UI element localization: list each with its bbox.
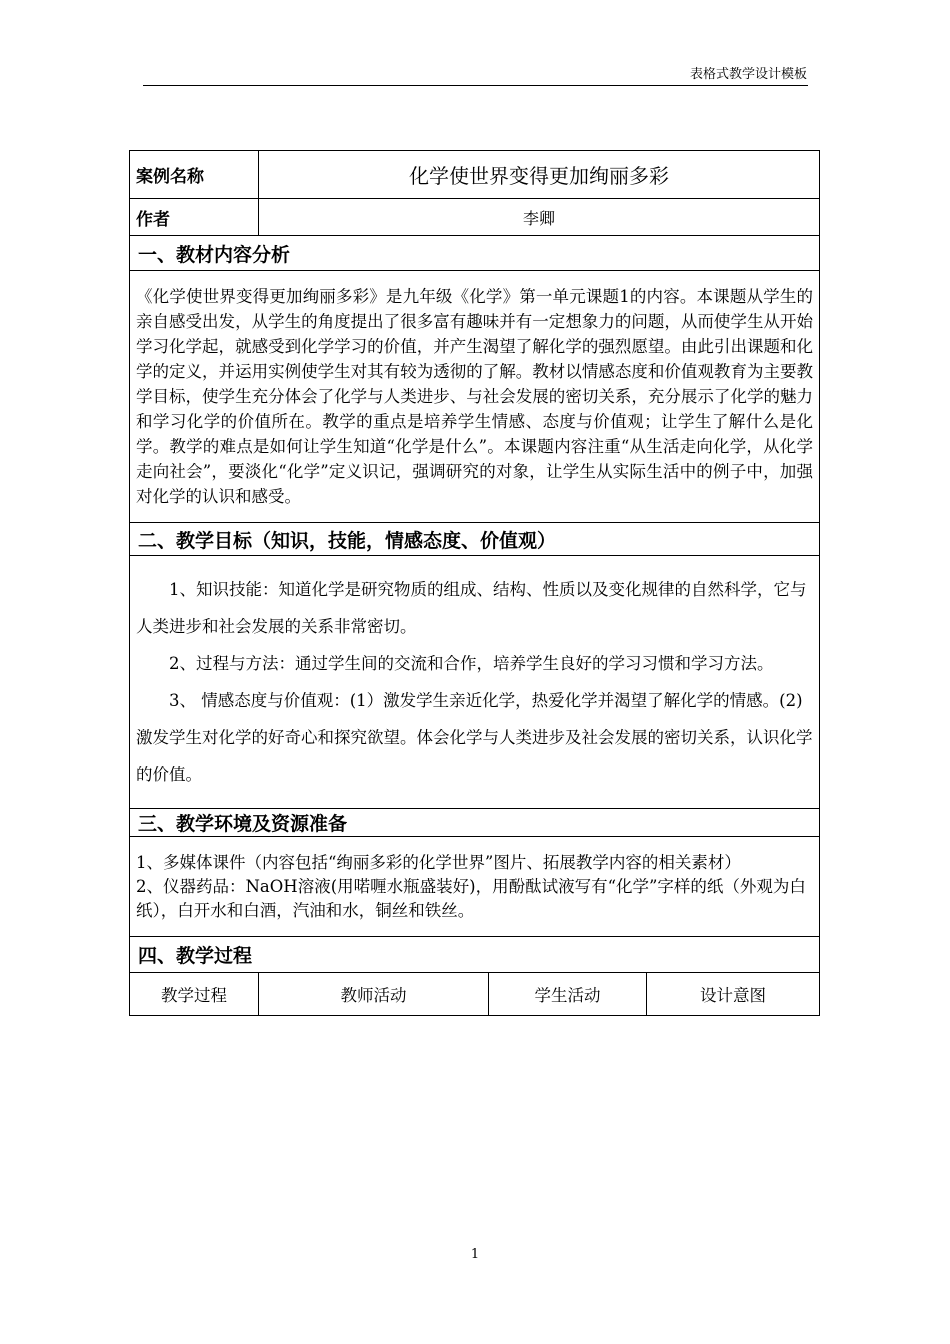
process-header-row: [130, 973, 820, 1016]
column-header-teacher: 教师活动: [259, 973, 489, 1016]
section1-body: 《化学使世界变得更加绚丽多彩》是九年级《化学》第一单元课题1的内容。本课题从学生的亲自感受出发，从学生的角度提出了很多富有趣味并有一定想象力的问题，从而使学生从开始学习化学起，就感受到化学学习的价值，并产生渴望了解化学的强烈愿望。由此引出课题和化学的定义，并运用实例使学生对其有较为透彻的了解。教材以情感态度和价值观教育为主要教学目标，使学生充分体会了化学与人类进步、与社会发展的密切关系，充分展示了化学的魅力和学习化学的价值所在。教学的重点是培养学生情感、态度与价值观；让学生了解什么是化学。教学的难点是如何让学生知道“化学是什么”。本课题内容注重“从生活走向化学，从化学走向社会”，要淡化“化学”定义识记，强调研究的对象，让学生从实际生活中的例子中，加强对化学的认识和感受。: [130, 271, 820, 523]
goal-item: 1、知识技能：知道化学是研究物质的组成、结构、性质以及变化规律的自然科学，它与人类进步和社会发展的关系非常密切。: [136, 580, 807, 636]
page-number: 1: [470, 1247, 480, 1262]
case-name-label: 案例名称: [130, 151, 259, 199]
section2-heading: 二、教学目标（知识，技能，情感态度、价值观）: [130, 523, 820, 556]
lesson-plan-table: [129, 150, 820, 1016]
section3-heading: 三、教学环境及资源准备: [130, 809, 820, 837]
resource-item: 2、仪器药品：NaOH溶液(用喏喱水瓶盛装好)，用酚酞试液写有“化学”字样的纸（外观为白纸），白开水和白酒，汽油和水，铜丝和铁丝。: [136, 876, 806, 920]
header-template-label: 表格式教学设计模板: [689, 67, 807, 82]
section1-heading: 一、教材内容分析: [130, 236, 820, 271]
author-label: 作者: [130, 199, 259, 236]
author-value: 李卿: [259, 199, 820, 236]
section3-items: [130, 837, 820, 937]
author-row: [130, 199, 820, 236]
column-header-process: 教学过程: [130, 973, 259, 1016]
section2-goals: [130, 556, 820, 809]
header-rule: [143, 85, 808, 86]
column-header-student: 学生活动: [489, 973, 647, 1016]
case-name-value: 化学使世界变得更加绚丽多彩: [259, 151, 820, 199]
case-name-row: [130, 151, 820, 199]
goal-item: 3、 情感态度与价值观：(1）激发学生亲近化学，热爱化学并渴望了解化学的情感。(2)激发学生对化学的好奇心和探究欲望。体会化学与人类进步及社会发展的密切关系，认识化学的价值。: [136, 691, 813, 784]
section4-heading: 四、教学过程: [130, 937, 820, 973]
column-header-intent: 设计意图: [647, 973, 820, 1016]
resource-item: 1、多媒体课件（内容包括“绚丽多彩的化学世界”图片、拓展教学内容的相关素材）: [136, 852, 741, 872]
goal-item: 2、过程与方法：通过学生间的交流和合作，培养学生良好的学习习惯和学习方法。: [169, 654, 774, 673]
